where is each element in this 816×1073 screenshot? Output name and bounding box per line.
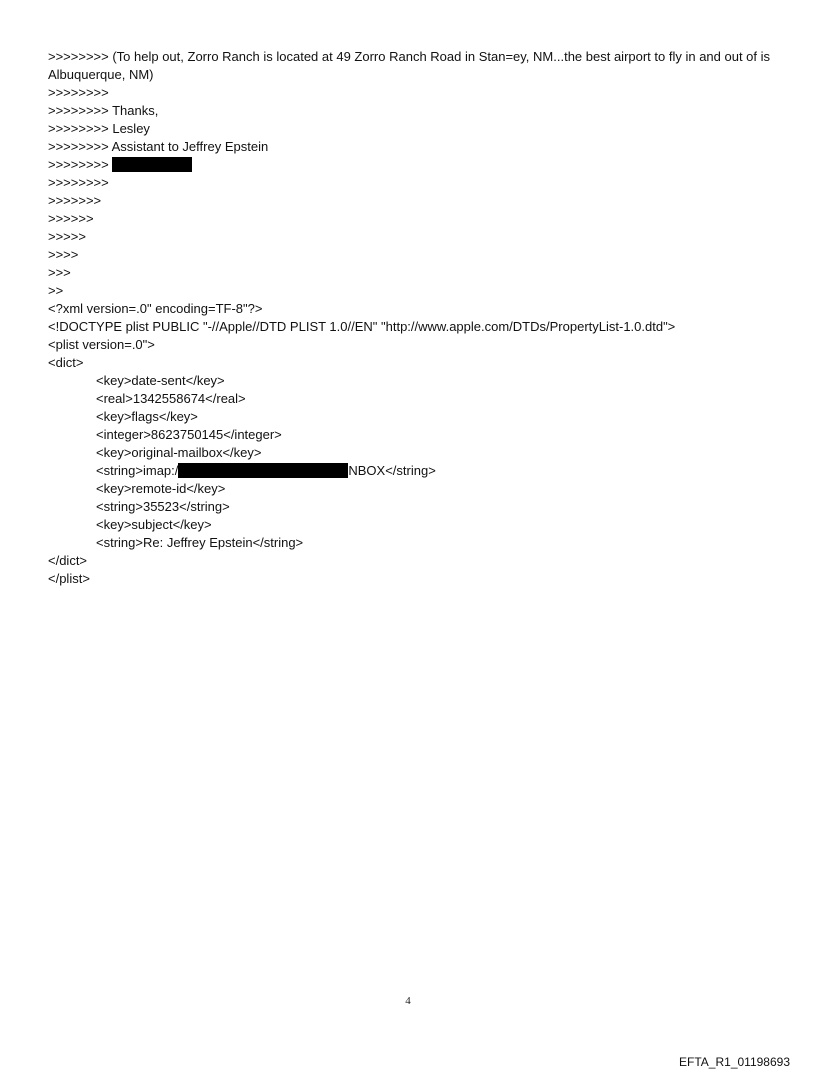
quote-marker-line: >>>> — [48, 247, 79, 262]
plist-close-tag: </plist> — [48, 571, 90, 586]
plist-entry: <key>original-mailbox</key> — [96, 445, 262, 460]
plist-entry: <key>remote-id</key> — [96, 481, 226, 496]
quote-prefix: >>>>>>>> — [48, 157, 113, 172]
quote-marker-line: >>>>>>> — [48, 193, 102, 208]
page-number: 4 — [405, 995, 411, 1007]
plist-entry: <integer>8623750145</integer> — [96, 427, 282, 442]
quoted-signature-name: >>>>>>>> Lesley — [48, 121, 150, 136]
plist-entry: <real>1342558674</real> — [96, 391, 246, 406]
plist-open-tag: <plist version=.0"> — [48, 337, 155, 352]
plist-entry: <string>35523</string> — [96, 499, 230, 514]
quoted-redacted-line — [48, 156, 778, 174]
quote-marker-line: >> — [48, 283, 64, 298]
plist-entry: <key>flags</key> — [96, 409, 198, 424]
plist-entry: <key>date-sent</key> — [96, 373, 225, 388]
quote-marker-line: >>>>>>>> — [48, 175, 109, 190]
imap-suffix: NBOX</string> — [348, 463, 436, 478]
quote-marker-line: >>>>> — [48, 229, 86, 244]
quoted-intro-line: >>>>>>>> (To help out, Zorro Ranch is located at 49 Zorro Ranch Road in Stan=ey, NM...the best airport to fly in and out of is Albuquerque, NM) — [48, 49, 771, 82]
quote-marker-line: >>> — [48, 265, 71, 280]
redaction-box — [178, 463, 348, 478]
plist-imap-entry — [48, 462, 778, 480]
redaction-box — [112, 157, 192, 172]
quote-marker-line: >>>>>> — [48, 211, 94, 226]
document-id: EFTA_R1_01198693 — [679, 1055, 790, 1069]
xml-declaration: <?xml version=.0" encoding=TF-8"?> — [48, 301, 263, 316]
quoted-thanks-line: >>>>>>>> Thanks, — [48, 103, 159, 118]
dict-open-tag: <dict> — [48, 355, 84, 370]
doctype-line: <!DOCTYPE plist PUBLIC "-//Apple//DTD PLIST 1.0//EN" "http://www.apple.com/DTDs/PropertyList-1.0.dtd"> — [48, 319, 676, 334]
plist-entry: <string>Re: Jeffrey Epstein</string> — [96, 535, 304, 550]
imap-prefix: <string>imap:/ — [96, 463, 179, 478]
quoted-signature-title: >>>>>>>> Assistant to Jeffrey Epstein — [48, 139, 269, 154]
email-body — [48, 48, 778, 588]
quoted-blank-line: >>>>>>>> — [48, 85, 109, 100]
dict-close-tag: </dict> — [48, 553, 88, 568]
plist-entry: <key>subject</key> — [96, 517, 212, 532]
